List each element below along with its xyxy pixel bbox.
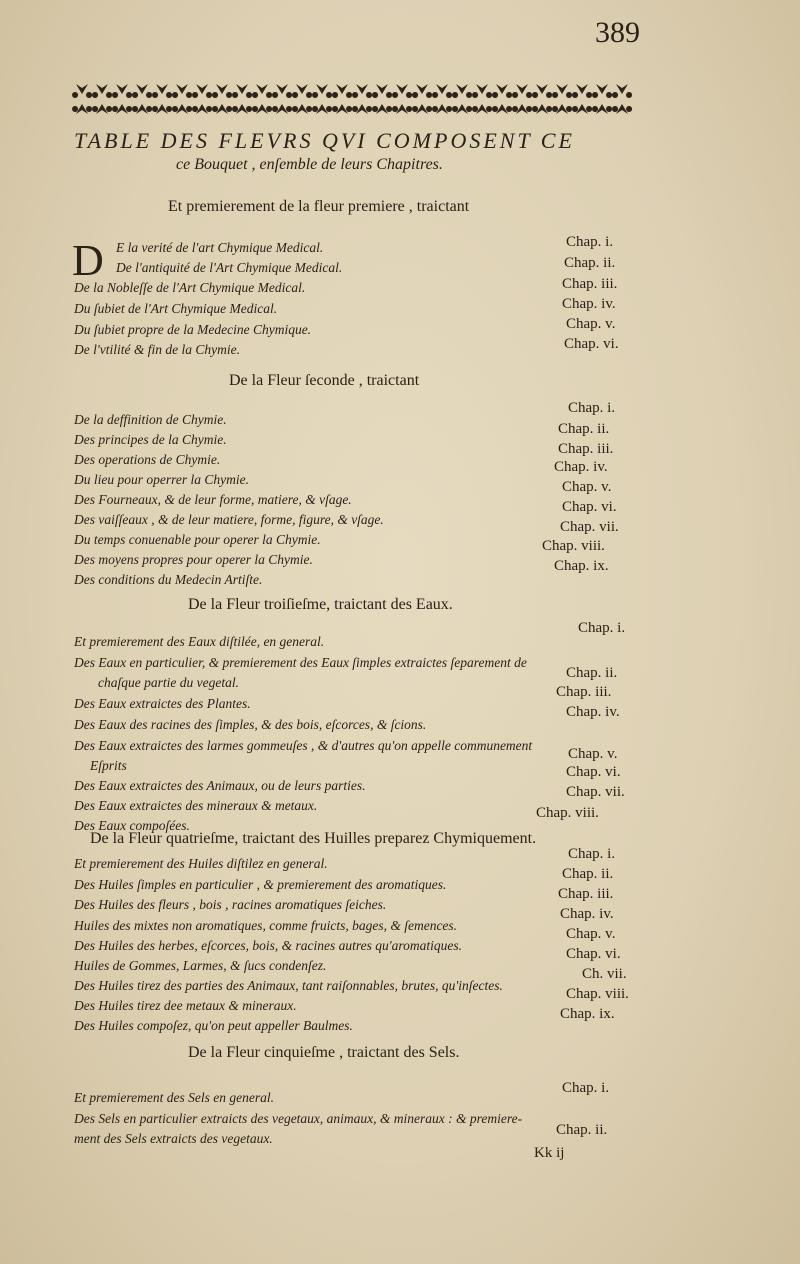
section-3-item-8: Des Eaux extraictes des Animaux, ou de leurs parties. bbox=[74, 778, 366, 793]
fleuron-mark bbox=[252, 84, 272, 98]
fleuron-mark bbox=[72, 104, 92, 114]
section-4-chap-6: Chap. vi. bbox=[566, 946, 621, 962]
fleuron-mark bbox=[272, 84, 292, 98]
fleuron-mark bbox=[612, 84, 632, 98]
section-1-chap-2: Chap. ii. bbox=[564, 255, 616, 271]
fleuron-mark bbox=[412, 104, 432, 114]
fleuron-mark bbox=[492, 84, 512, 98]
fleuron-mark bbox=[332, 104, 352, 114]
section-1-item-4: Du ſubiet de l'Art Chymique Medical. bbox=[74, 301, 278, 316]
fleuron-mark bbox=[252, 104, 272, 114]
section-4-heading: De la Fleur quatrieſme, traictant des Huilles preparez Chymiquement. bbox=[90, 830, 537, 847]
section-3-item-1: Et premierement des Eaux diſtilée, en general. bbox=[74, 634, 325, 649]
section-4-chap-9: Chap. ix. bbox=[560, 1006, 615, 1022]
table-title: TABLE DES FLEVRS QVI COMPOSENT CE bbox=[74, 128, 575, 153]
fleuron-mark bbox=[172, 104, 192, 114]
fleuron-mark bbox=[452, 104, 472, 114]
section-4-chap-5: Chap. v. bbox=[566, 926, 616, 942]
section-1-item-6: De l'vtilité & fin de la Chymie. bbox=[74, 342, 240, 357]
section-1-item-3: De la Nobleſſe de l'Art Chymique Medical. bbox=[74, 280, 306, 295]
section-5-item-2: Des Sels en particulier extraicts des vegetaux, animaux, & mineraux : & premiere- bbox=[74, 1111, 523, 1126]
fleuron-mark bbox=[472, 104, 492, 114]
fleuron-mark bbox=[492, 104, 512, 114]
section-3-chap-7: Chap. v. bbox=[568, 746, 618, 762]
section-4-item-9: Des Huiles compoſez, qu'on peut appeller Baulmes. bbox=[74, 1018, 353, 1033]
section-2-item-5: Des Fourneaux, & de leur forme, matiere, & vſage. bbox=[74, 492, 352, 507]
section-3-chap-1: Chap. i. bbox=[578, 620, 626, 636]
section-3-item-4: Des Eaux extraictes des Plantes. bbox=[74, 696, 251, 711]
fleuron-mark bbox=[352, 104, 372, 114]
fleuron-mark bbox=[132, 104, 152, 114]
fleuron-mark bbox=[572, 104, 592, 114]
drop-cap: D bbox=[72, 236, 104, 285]
section-3-chap-4: Chap. iii. bbox=[556, 684, 612, 700]
section-1-chap-4: Chap. iv. bbox=[562, 296, 616, 312]
section-5-chap-3: Chap. ii. bbox=[556, 1122, 608, 1138]
fleuron-mark bbox=[572, 84, 592, 98]
fleuron-mark bbox=[532, 104, 552, 114]
fleuron-mark bbox=[332, 84, 352, 98]
section-4-item-2: Des Huiles ſimples en particulier , & premierement des aromatiques. bbox=[74, 877, 447, 892]
fleuron-mark bbox=[212, 104, 232, 114]
section-2-chap-5: Chap. v. bbox=[562, 479, 612, 495]
section-1-chap-1: Chap. i. bbox=[566, 234, 614, 250]
fleuron-mark bbox=[612, 104, 632, 114]
fleuron-mark bbox=[392, 104, 412, 114]
section-3-item-3: chaſque partie du vegetal. bbox=[98, 675, 239, 690]
fleuron-mark bbox=[212, 84, 232, 98]
fleuron-mark bbox=[112, 104, 132, 114]
section-5-item-3: ment des Sels extraicts des vegetaux. bbox=[74, 1131, 273, 1146]
section-4-chap-8: Chap. viii. bbox=[566, 986, 629, 1002]
section-2-item-1: De la deffinition de Chymie. bbox=[74, 412, 227, 427]
section-1-item-1: E la verité de l'art Chymique Medical. bbox=[116, 240, 324, 255]
fleuron-mark bbox=[552, 84, 572, 98]
section-1-chap-3: Chap. iii. bbox=[562, 276, 618, 292]
fleuron-mark bbox=[152, 104, 172, 114]
fleuron-mark bbox=[452, 84, 472, 98]
section-5-item-1: Et premierement des Sels en general. bbox=[74, 1090, 274, 1105]
fleuron-mark bbox=[92, 84, 112, 98]
section-2-chap-6: Chap. vi. bbox=[562, 499, 617, 515]
fleuron-mark bbox=[132, 84, 152, 98]
section-2-chap-1: Chap. i. bbox=[568, 400, 616, 416]
section-2-chap-2: Chap. ii. bbox=[558, 421, 610, 437]
section-1-item-5: Du ſubiet propre de la Medecine Chymique. bbox=[74, 322, 312, 337]
section-2-item-2: Des principes de la Chymie. bbox=[74, 432, 227, 447]
fleuron-mark bbox=[152, 84, 172, 98]
section-4-item-3: Des Huiles des fleurs , bois , racines aromatiques ſeiches. bbox=[74, 897, 387, 912]
section-2-chap-3: Chap. iii. bbox=[558, 441, 614, 457]
fleuron-mark bbox=[592, 84, 612, 98]
section-1-chap-6: Chap. vi. bbox=[564, 336, 619, 352]
section-2-item-4: Du lieu pour operrer la Chymie. bbox=[74, 472, 249, 487]
section-4-item-7: Des Huiles tirez des parties des Animaux, tant raiſonnables, brutes, qu'inſectes. bbox=[74, 978, 503, 993]
section-4-chap-3: Chap. iii. bbox=[558, 886, 614, 902]
section-1-item-2: De l'antiquité de l'Art Chymique Medical. bbox=[116, 260, 343, 275]
section-1-heading: Et premierement de la fleur premiere , traictant bbox=[168, 198, 470, 215]
section-4-chap-2: Chap. ii. bbox=[562, 866, 614, 882]
fleuron-mark bbox=[232, 104, 252, 114]
fleuron-mark bbox=[512, 104, 532, 114]
section-2-item-6: Des vaiſſeaux , & de leur matiere, forme, figure, & vſage. bbox=[74, 512, 384, 527]
section-3-item-10: Des Eaux compoſées. bbox=[74, 818, 190, 833]
fleuron-mark bbox=[592, 104, 612, 114]
fleuron-mark bbox=[172, 84, 192, 98]
fleuron-mark bbox=[232, 84, 252, 98]
fleuron-mark bbox=[432, 84, 452, 98]
section-4-item-1: Et premierement des Huiles diſtilez en general. bbox=[74, 856, 328, 871]
section-3-chap-9: Chap. vii. bbox=[566, 784, 625, 800]
fleuron-mark bbox=[372, 84, 392, 98]
section-3-chap-5: Chap. iv. bbox=[566, 704, 620, 720]
fleuron-mark bbox=[412, 84, 432, 98]
fleuron-mark bbox=[472, 84, 492, 98]
section-3-chap-3: Chap. ii. bbox=[566, 665, 618, 681]
section-4-item-6: Huiles de Gommes, Larmes, & ſucs condenſez. bbox=[74, 958, 327, 973]
section-1-chap-5: Chap. v. bbox=[566, 316, 616, 332]
section-5-chap-1: Chap. i. bbox=[562, 1080, 610, 1096]
section-2-chap-8: Chap. viii. bbox=[542, 538, 605, 554]
section-4-item-5: Des Huiles des herbes, eſcorces, bois, & racines autres qu'aromatiques. bbox=[74, 938, 462, 953]
table-subtitle: ce Bouquet , enſemble de leurs Chapitres. bbox=[176, 156, 443, 173]
section-2-chap-9: Chap. ix. bbox=[554, 558, 609, 574]
fleuron-mark bbox=[312, 104, 332, 114]
fleuron-mark bbox=[552, 104, 572, 114]
section-3-chap-8: Chap. vi. bbox=[566, 764, 621, 780]
fleuron-mark bbox=[512, 84, 532, 98]
page-number: 389 bbox=[595, 16, 640, 49]
signature-mark: Kk ij bbox=[534, 1145, 565, 1161]
section-3-item-6: Des Eaux extraictes des larmes gommeuſes , & d'autres qu'on appelle communement bbox=[74, 738, 533, 753]
fleuron-mark bbox=[112, 84, 132, 98]
fleuron-mark bbox=[192, 104, 212, 114]
section-2-item-3: Des operations de Chymie. bbox=[74, 452, 221, 467]
fleuron-mark bbox=[372, 104, 392, 114]
section-3-item-7: Eſprits bbox=[90, 758, 127, 773]
fleuron-mark bbox=[92, 104, 112, 114]
fleuron-mark bbox=[392, 84, 412, 98]
section-3-item-5: Des Eaux des racines des ſimples, & des bois, eſcorces, & ſcions. bbox=[74, 717, 427, 732]
fleuron-ornament-band bbox=[72, 80, 638, 122]
section-4-chap-4: Chap. iv. bbox=[560, 906, 614, 922]
section-2-chap-7: Chap. vii. bbox=[560, 519, 619, 535]
fleuron-mark bbox=[432, 104, 452, 114]
fleuron-mark bbox=[272, 104, 292, 114]
fleuron-mark bbox=[312, 84, 332, 98]
section-3-chap-10: Chap. viii. bbox=[536, 805, 599, 821]
section-5-heading: De la Fleur cinquieſme , traictant des Sels. bbox=[188, 1044, 460, 1061]
fleuron-mark bbox=[72, 84, 92, 98]
section-2-item-8: Des moyens propres pour operer la Chymie. bbox=[74, 552, 313, 567]
section-4-item-4: Huiles des mixtes non aromatiques, comme fruicts, bages, & ſemences. bbox=[74, 918, 458, 933]
section-4-chap-1: Chap. i. bbox=[568, 846, 616, 862]
fleuron-mark bbox=[292, 104, 312, 114]
section-4-item-8: Des Huiles tirez dee metaux & mineraux. bbox=[74, 998, 297, 1013]
section-2-item-7: Du temps conuenable pour operer la Chymie. bbox=[74, 532, 321, 547]
section-2-item-9: Des conditions du Medecin Artiſte. bbox=[74, 572, 263, 587]
fleuron-mark bbox=[352, 84, 372, 98]
section-2-chap-4: Chap. iv. bbox=[554, 459, 608, 475]
fleuron-mark bbox=[192, 84, 212, 98]
fleuron-mark bbox=[292, 84, 312, 98]
fleuron-mark bbox=[532, 84, 552, 98]
section-3-heading: De la Fleur troiſieſme, traictant des Eaux. bbox=[188, 596, 453, 613]
section-3-item-2: Des Eaux en particulier, & premierement des Eaux ſimples extraictes ſeparement de bbox=[74, 655, 527, 670]
section-3-item-9: Des Eaux extraictes des mineraux & metaux. bbox=[74, 798, 318, 813]
section-2-heading: De la Fleur ſeconde , traictant bbox=[229, 372, 420, 389]
section-4-chap-7: Ch. vii. bbox=[582, 966, 627, 982]
